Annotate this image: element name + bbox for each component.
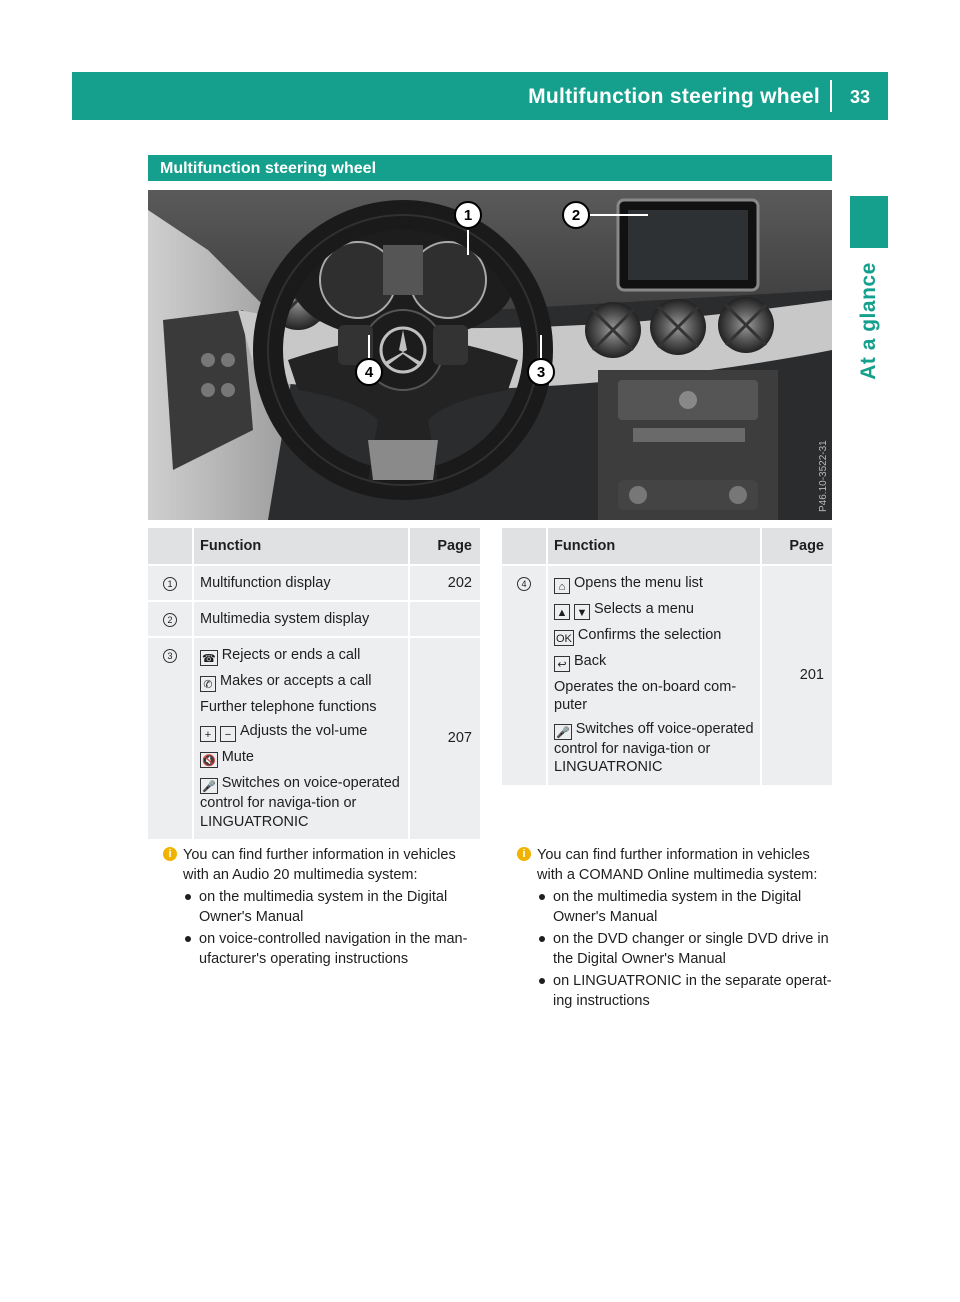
list-item: on the multimedia system in the Digital Owner's Manual (519, 887, 834, 927)
row-number-badge: 3 (163, 649, 177, 663)
photo-reference-code: P46.10-3522-31 (818, 440, 829, 512)
page-ref: 202 (409, 565, 480, 601)
header-function: Function (547, 528, 761, 565)
table-header-row (148, 528, 480, 565)
callout-2-label: 2 (571, 207, 581, 224)
function-text: Further telephone functions (200, 699, 377, 716)
steering-wheel-photo (148, 190, 832, 520)
function-text: Switches on voice-operated control for naviga-tion or LINGUATRONIC (200, 775, 400, 830)
function-text: Confirms the selection (577, 627, 722, 643)
row-number-badge: 1 (163, 577, 177, 591)
page-number: 33 (849, 87, 871, 107)
down-arrow-icon: ▼ (574, 604, 590, 620)
function-text: Rejects or ends a call (221, 647, 361, 664)
page-ref: 201 (761, 565, 832, 786)
function-table-left (148, 528, 480, 841)
header-number (502, 528, 547, 565)
info-note-audio20 (165, 845, 480, 969)
ok-key-icon: OK (554, 630, 574, 646)
function-text: Multimedia system display (200, 611, 370, 628)
minus-key-icon: − (220, 726, 236, 742)
info-icon: i (517, 847, 531, 861)
function-text: Makes or accepts a call (220, 673, 372, 690)
cockpit-illustration (148, 190, 832, 520)
table-header-row (502, 528, 832, 565)
page-ref: 207 (409, 637, 480, 839)
table-row (502, 565, 832, 786)
function-text: Mute (221, 749, 254, 766)
function-table-right (502, 528, 832, 787)
section-title: Multifunction steering wheel (148, 155, 832, 181)
list-item: on the multimedia system in the Digital Owner's Manual (165, 887, 480, 927)
header-number (148, 528, 193, 565)
list-item: on the DVD changer or single DVD drive in the Digital Owner's Manual (519, 929, 834, 969)
table-row (148, 601, 480, 637)
back-icon: ↩ (554, 656, 570, 672)
row-number-badge: 2 (163, 613, 177, 627)
page-ref (409, 601, 480, 637)
info-icon: i (163, 847, 177, 861)
callout-4-label: 4 (364, 364, 374, 381)
voice-control-icon: 🎤 (200, 778, 218, 794)
voice-off-icon: 🎤 (554, 724, 572, 740)
function-text: Switches off voice-operated control for naviga-tion or LINGUATRONIC (554, 721, 754, 776)
side-section-label: At a glance (857, 262, 880, 380)
row-number-badge: 4 (517, 577, 531, 591)
function-text: Back (574, 653, 607, 669)
header-page: Page (761, 528, 832, 565)
up-arrow-icon: ▲ (554, 604, 570, 620)
callout-3-label: 3 (536, 364, 546, 381)
function-text: Adjusts the vol-ume (240, 723, 368, 740)
accept-call-icon: ✆ (200, 676, 216, 692)
function-text: Multifunction display (200, 575, 331, 591)
header-function: Function (193, 528, 409, 565)
header-page: Page (409, 528, 480, 565)
table-row (148, 637, 480, 839)
home-icon: ⌂ (554, 578, 570, 594)
side-tab (850, 196, 888, 248)
page-header (72, 72, 888, 120)
center-air-vents (585, 297, 774, 358)
function-text: Selects a menu (594, 601, 694, 617)
function-text: Opens the menu list (574, 575, 703, 591)
plus-key-icon: + (200, 726, 216, 742)
function-text: Operates the on-board com-puter (554, 679, 737, 714)
info-note-comand (519, 845, 834, 1011)
reject-call-icon: ☎ (200, 650, 218, 666)
list-item: on LINGUATRONIC in the separate operat-ing instructions (519, 971, 834, 1011)
note-lead: You can find further information in vehicles with an Audio 20 multimedia system: (183, 847, 456, 883)
list-item: on voice-controlled navigation in the man-ufacturer's operating instructions (165, 929, 480, 969)
right-button-group (433, 325, 468, 365)
note-lead: You can find further information in vehicles with a COMAND Online multimedia system: (537, 847, 818, 883)
table-row (148, 565, 480, 601)
multifunction-display (383, 245, 423, 295)
callout-1-label: 1 (463, 207, 473, 224)
header-title: Multifunction steering wheel (528, 85, 820, 108)
mute-icon: 🔇 (200, 752, 218, 768)
